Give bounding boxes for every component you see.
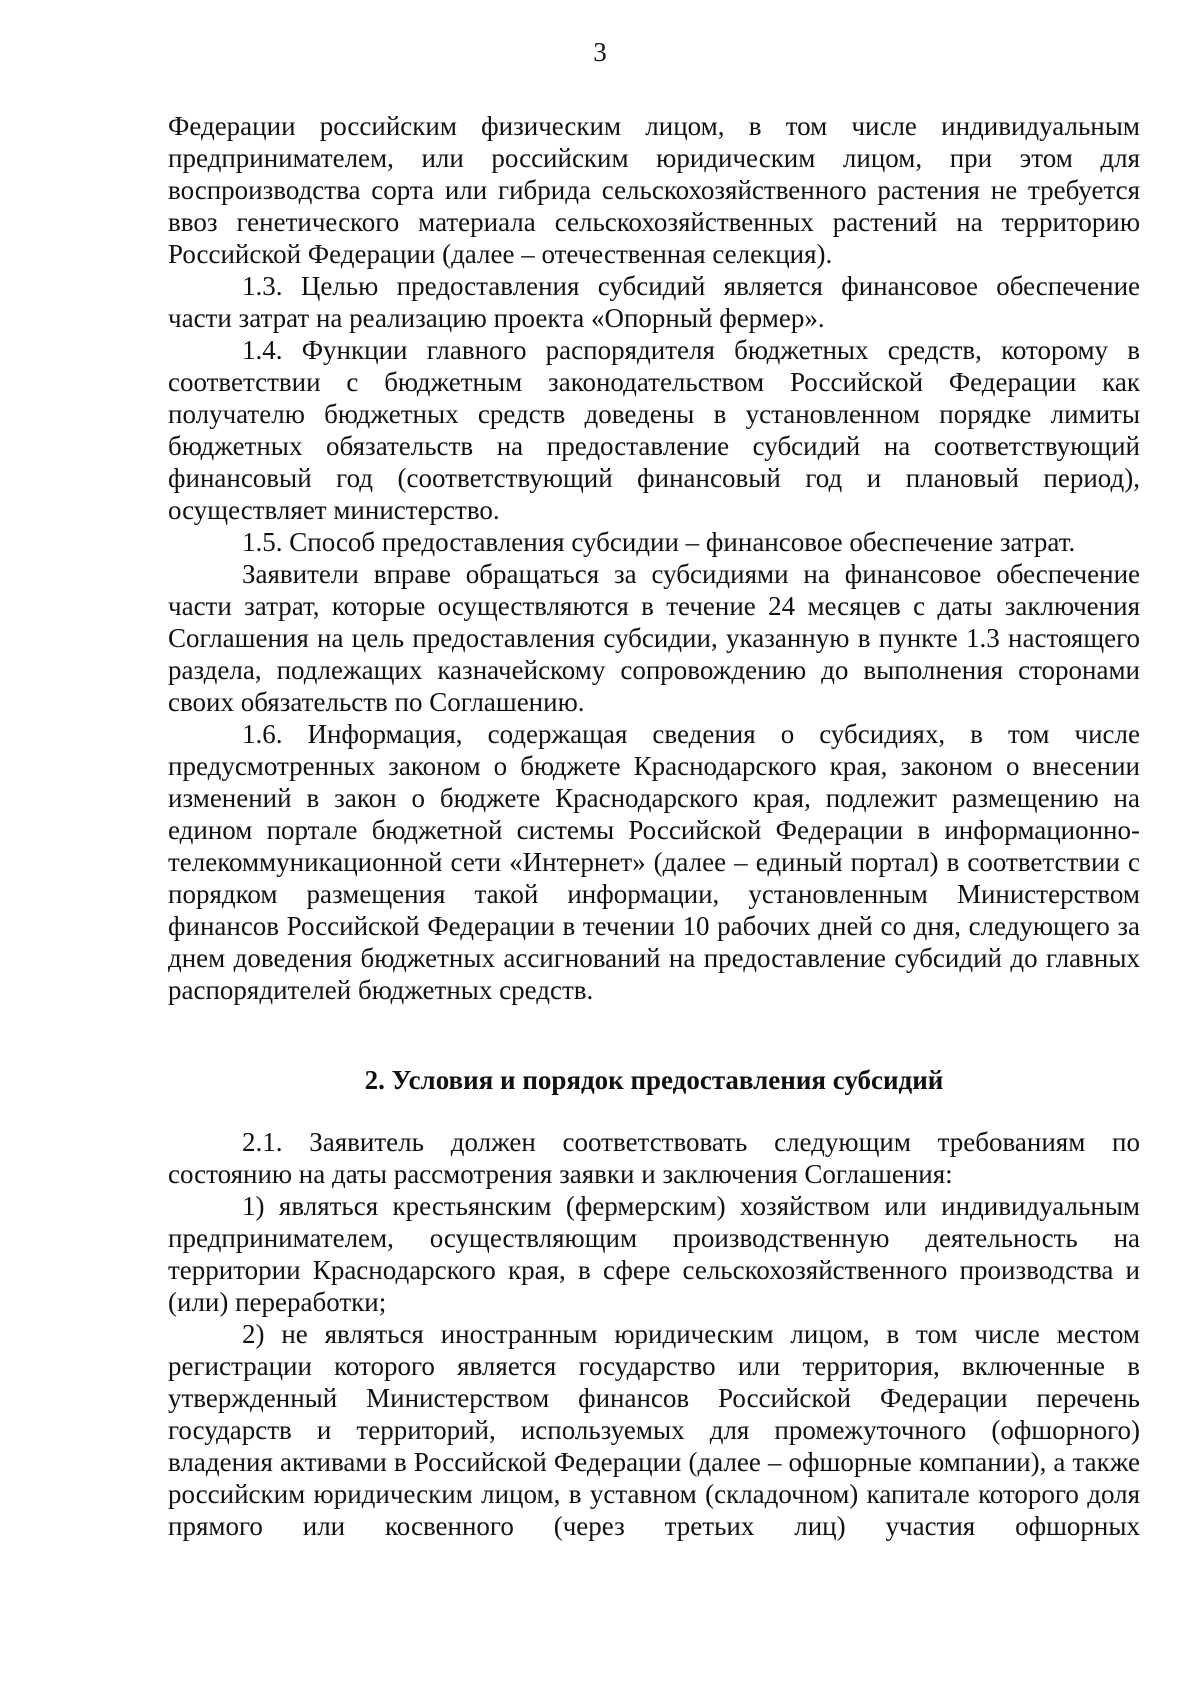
paragraph-1-4: 1.4. Функции главного распорядителя бюджетных средств, которому в соответствии с бюджетным законодательством Российской Федерации как получателю бюджетных средств доведены в установленном порядке лимиты бюджетных обязательств на предоставление субсидий на соответствующий финансовый год (соответствующий финансовый год и плановый период), осуществляет министерство. [168,335,1140,525]
document-body [168,110,1140,1542]
paragraph-2-1: 2.1. Заявитель должен соответствовать следующим требованиям по состоянию на даты рассмотрения заявки и заключения Соглашения: [168,1127,1140,1189]
paragraph-applicants: Заявители вправе обращаться за субсидиями на финансовое обеспечение части затрат, которые осуществляются в течение 24 месяцев с даты заключения Соглашения на цель предоставления субсидии, указанную в пункте 1.3 настоящего раздела, подлежащих казначейскому сопровождению до выполнения сторонами своих обязательств по Соглашению. [168,559,1140,717]
paragraph-1-3: 1.3. Целью предоставления субсидий является финансовое обеспечение части затрат на реализацию проекта «Опорный фермер». [168,271,1140,333]
list-item-2: 2) не являться иностранным юридическим лицом, в том числе местом регистрации которого является государство или территория, включенные в утвержденный Министерством финансов Российской Федерации перечень государств и территорий, используемых для промежуточного (офшорного) владения активами в Российской Федерации (далее – офшорные компании), а также российским юридическим лицом, в уставном (складочном) капитале которого доля прямого или косвенного (через третьих лиц) участия офшорных [168,1319,1140,1541]
list-item-1: 1) являться крестьянским (фермерским) хозяйством или индивидуальным предпринимателем, осуществляющим производственную деятельность на территории Краснодарского края, в сфере сельскохозяйственного производства и (или) переработки; [168,1191,1140,1317]
paragraph-continuation: Федерации российским физическим лицом, в том числе индивидуальным предпринимателем, или российским юридическим лицом, при этом для воспроизводства сорта или гибрида сельскохозяйственного растения не требуется ввоз генетического материала сельскохозяйственных растений на территорию Российской Федерации (далее – отечественная селекция). [168,111,1140,269]
paragraph-1-5: 1.5. Способ предоставления субсидии – финансовое обеспечение затрат. [242,527,1076,557]
section-heading: 2. Условия и порядок предоставления субсидий [364,1065,944,1095]
page-number: 3 [593,37,607,67]
paragraph-1-6: 1.6. Информация, содержащая сведения о субсидиях, в том числе предусмотренных законом о бюджете Краснодарского края, законом о внесении изменений в закон о бюджете Краснодарского края, подлежит размещению на едином портале бюджетной системы Российской Федерации в информационно-телекоммуникационной сети «Интернет» (далее – единый портал) в соответствии с порядком размещения такой информации, установленным Министерством финансов Российской Федерации в течении 10 рабочих дней со дня, следующего за днем доведения бюджетных ассигнований на предоставление субсидий до главных распорядителей бюджетных средств. [168,719,1140,1005]
